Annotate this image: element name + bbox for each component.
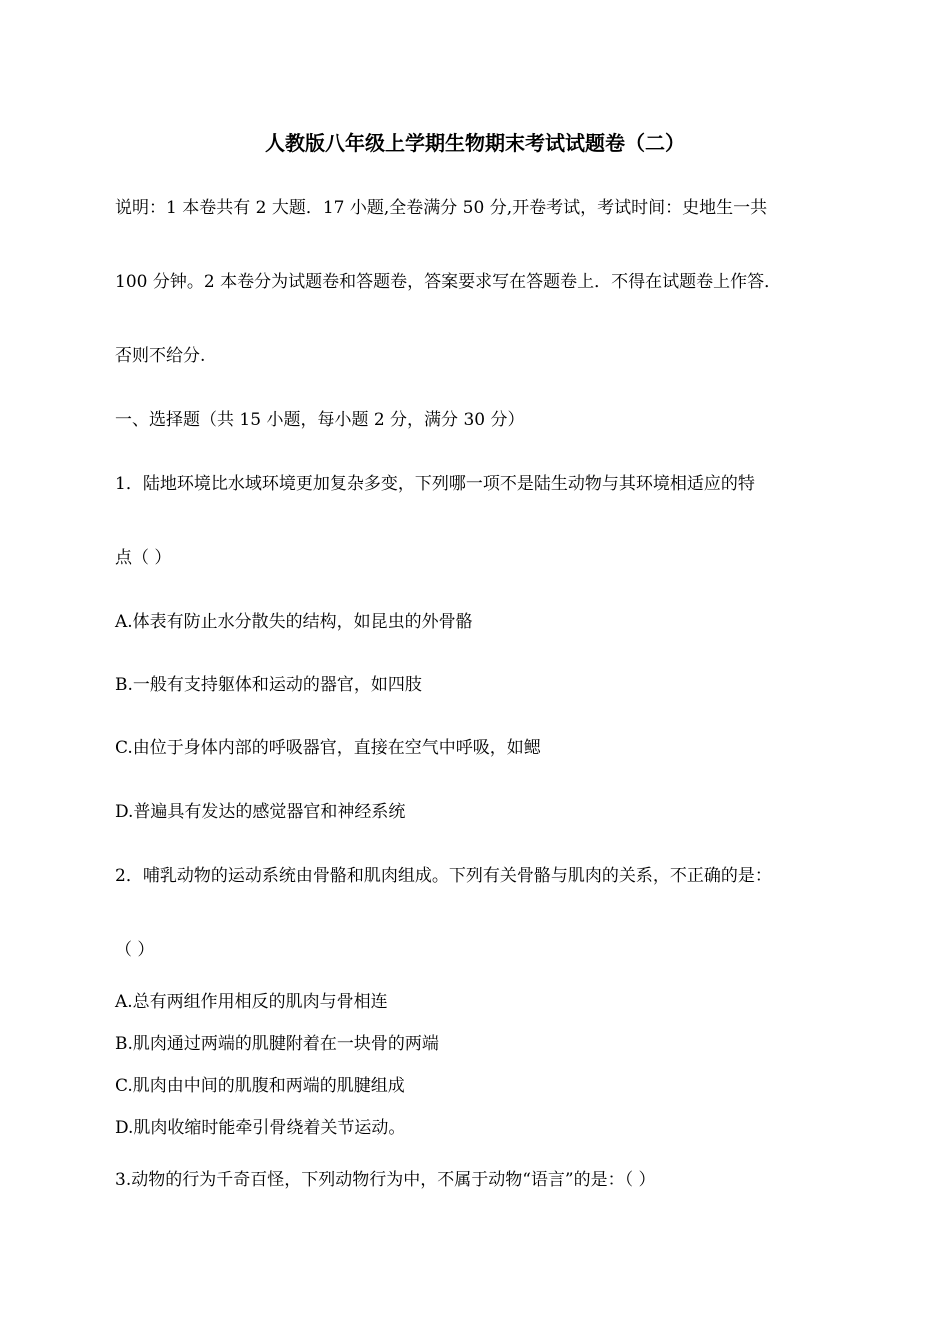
question-1-option-a: A.体表有防止水分散失的结构，如昆虫的外骨骼 bbox=[115, 612, 473, 632]
question-3-stem-line-1: 3.动物的行为千奇百怪，下列动物行为中，不属于动物“语言”的是：（ ） bbox=[115, 1170, 656, 1190]
question-2-stem-line-1: 2．哺乳动物的运动系统由骨骼和肌肉组成。下列有关骨骼与肌肉的关系，不正确的是： bbox=[115, 866, 772, 886]
question-1-option-c: C.由位于身体内部的呼吸器官，直接在空气中呼吸，如鳃 bbox=[115, 738, 541, 758]
page-title: 人教版八年级上学期生物期末考试试题卷（二） bbox=[265, 131, 685, 155]
instructions-line-1: 说明：1 本卷共有 2 大题．17 小题,全卷满分 50 分,开卷考试，考试时间：史地生一共 bbox=[115, 198, 768, 218]
question-2-option-d: D.肌肉收缩时能牵引骨绕着关节运动。 bbox=[115, 1118, 406, 1138]
question-2-option-a: A.总有两组作用相反的肌肉与骨相连 bbox=[115, 992, 388, 1012]
instructions-line-2: 100 分钟。2 本卷分为试题卷和答题卷，答案要求写在答题卷上．不得在试题卷上作答． bbox=[115, 272, 782, 292]
question-1-stem-line-2: 点（ ） bbox=[115, 548, 172, 568]
question-2-option-b: B.肌肉通过两端的肌腱附着在一块骨的两端 bbox=[115, 1034, 439, 1054]
section-heading: 一、选择题（共 15 小题，每小题 2 分，满分 30 分） bbox=[115, 410, 525, 430]
question-1-option-d: D.普遍具有发达的感觉器官和神经系统 bbox=[115, 802, 406, 822]
question-1-option-b: B.一般有支持躯体和运动的器官，如四肢 bbox=[115, 675, 422, 695]
instructions-line-3: 否则不给分. bbox=[115, 346, 206, 366]
question-2-stem-line-2: （ ） bbox=[115, 940, 155, 960]
question-2-option-c: C.肌肉由中间的肌腹和两端的肌腱组成 bbox=[115, 1076, 405, 1096]
question-1-stem-line-1: 1．陆地环境比水域环境更加复杂多变，下列哪一项不是陆生动物与其环境相适应的特 bbox=[115, 474, 755, 494]
